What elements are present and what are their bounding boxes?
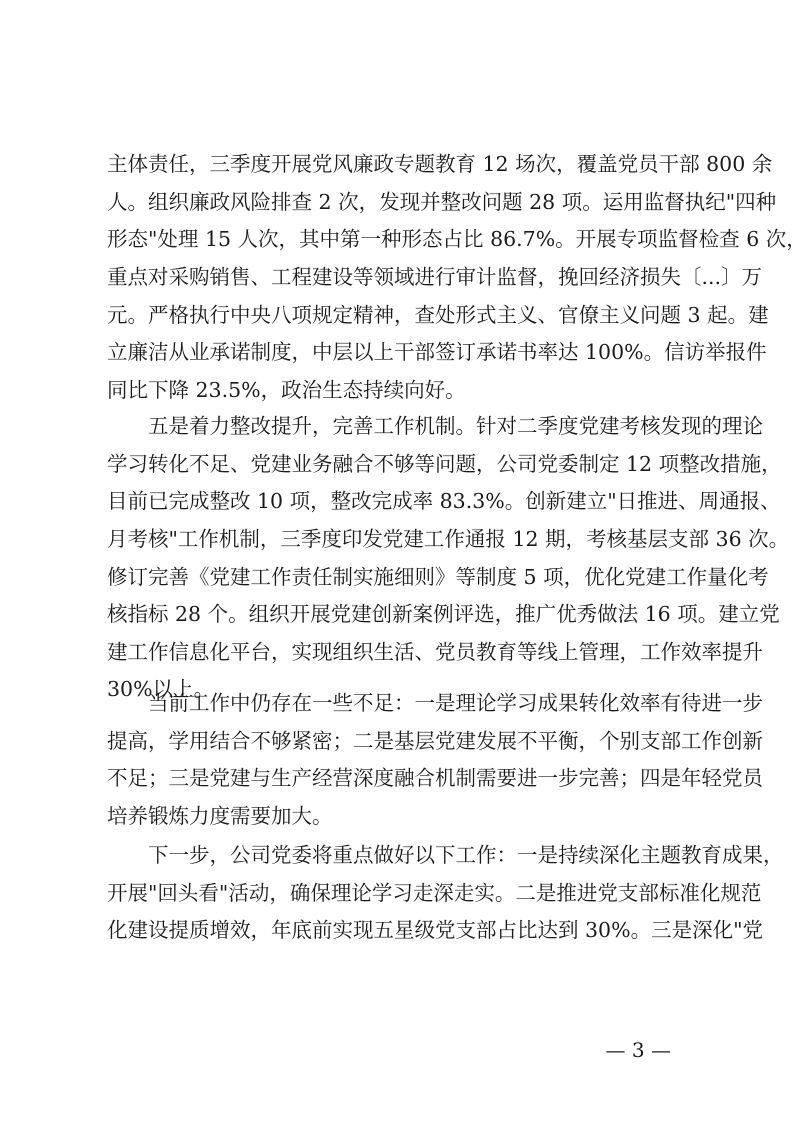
text-line: 学习转化不足、党建业务融合不够等问题，公司党委制定 12 项整改措施， [107, 451, 782, 476]
page-number: — 3 — [605, 1038, 671, 1062]
paragraph-shortcomings [107, 685, 763, 835]
text-line: 五是着力整改提升，完善工作机制。针对二季度党建考核发现的理论 [148, 414, 763, 439]
text-line: 人。组织廉政风险排查 2 次，发现并整改问题 28 项。运用监督执纪"四种 [107, 189, 777, 214]
text-line: 主体责任，三季度开展党风廉政专题教育 12 场次，覆盖党员干部 800 余 [107, 152, 773, 177]
text-line: 月考核"工作机制，三季度印发党建工作通报 12 期，考核基层支部 36 次。 [107, 526, 790, 551]
text-line: 化建设提质增效，年底前实现五星级党支部占比达到 30%。三是深化"党 [107, 918, 764, 943]
text-line: 开展"回头看"活动，确保理论学习走深走实。二是推进党支部标准化规范 [107, 880, 762, 905]
text-line: 核指标 28 个。组织开展党建创新案例评选，推广优秀做法 16 项。建立党 [107, 602, 780, 627]
text-line: 立廉洁从业承诺制度，中层以上干部签订承诺书率达 100%。信访举报件 [107, 340, 767, 365]
text-line: 不足；三是党建与生产经营深度融合机制需要进一步完善；四是年轻党员 [107, 766, 763, 791]
text-line: 30%以上。 [107, 677, 215, 702]
paragraph-discipline-inspection [107, 146, 807, 409]
text-line: 提高，学用结合不够紧密；二是基层党建发展不平衡，个别支部工作创新 [107, 728, 763, 753]
text-line: 修订完善《党建工作责任制实施细则》等制度 5 项，优化党建工作量化考 [107, 564, 769, 589]
paragraph-next-steps [107, 837, 784, 950]
paragraph-rectification [107, 408, 790, 709]
text-line: 下一步，公司党委将重点做好以下工作：一是持续深化主题教育成果， [148, 843, 784, 868]
text-line: 重点对采购销售、工程建设等领域进行审计监督，挽回经济损失〔...〕万 [107, 264, 763, 289]
text-line: 培养锻炼力度需要加大。 [107, 803, 333, 828]
text-line: 目前已完成整改 10 项，整改完成率 83.3%。创新建立"日推进、周通报、 [107, 489, 781, 514]
text-line: 元。严格执行中央八项规定精神，查处形式主义、官僚主义问题 3 起。建 [107, 302, 769, 327]
text-line: 建工作信息化平台，实现组织生活、党员教育等线上管理，工作效率提升 [107, 639, 763, 664]
text-line: 当前工作中仍存在一些不足：一是理论学习成果转化效率有待进一步 [148, 691, 763, 716]
text-line: 同比下降 23.5%，政治生态持续向好。 [107, 377, 466, 402]
text-line: 形态"处理 15 人次，其中第一种形态占比 86.7%。开展专项监督检查 6 次， [107, 227, 807, 252]
